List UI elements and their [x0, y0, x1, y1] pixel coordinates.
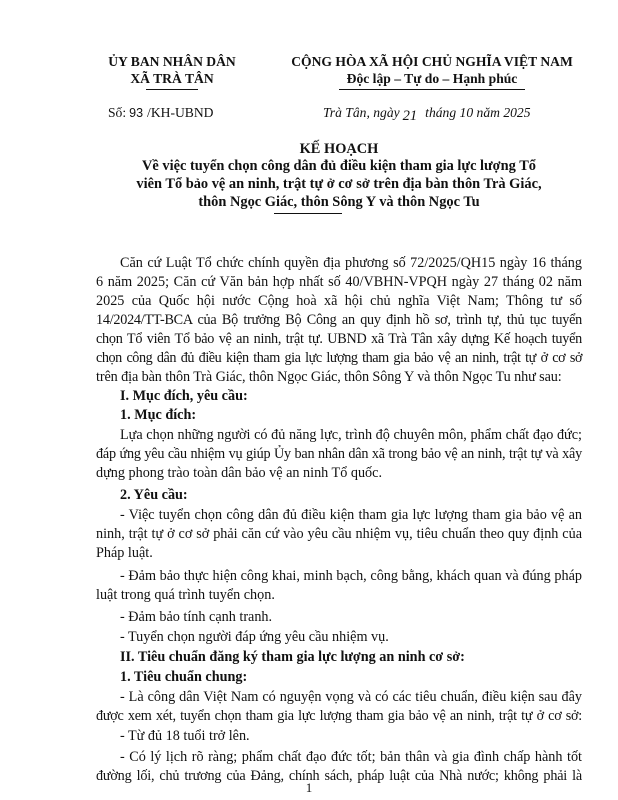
date-day: 21 [402, 108, 418, 124]
subsection-1-heading: 1. Mục đích: [120, 407, 197, 423]
section-1-heading: I. Mục đích, yêu cầu: [120, 388, 248, 404]
subsection-2-heading: 2. Yêu cầu: [120, 487, 188, 503]
intro-line: chọn công dân đủ điều kiện tham gia lực lượng tham gia bảo vệ an ninh, trật tự ở cơ sở [96, 350, 582, 366]
subsection-1-line: dựng phong trào toàn dân bảo vệ an ninh Tổ quốc. [96, 465, 382, 481]
intro-line: 6 năm 2025; Căn cứ Văn bản hợp nhất số 40/VBHN-VPQH ngày 27 tháng 02 năm [96, 274, 582, 290]
intro-line: trên địa bàn thôn Trà Giác, thôn Ngọc Giác, thôn Sông Y và thôn Ngọc Tu như sau: [96, 369, 562, 385]
date-month-year: tháng 10 năm 2025 [425, 105, 531, 120]
document-number [108, 105, 214, 121]
title-line-2: viên Tổ bảo vệ an ninh, trật tự ở cơ sở trên địa bàn thôn Trà Giác, [136, 176, 542, 192]
requirement-line: Pháp luật. [96, 545, 153, 561]
intro-line: Căn cứ Luật Tổ chức chính quyền địa phương số 72/2025/QH15 ngày 16 tháng [120, 255, 582, 271]
national-title: CỘNG HÒA XÃ HỘI CHỦ NGHĨA VIỆT NAM [291, 54, 573, 69]
subsection-1-line: đáp ứng yêu cầu nhiệm vụ giúp Ủy ban nhân dân xã trong bảo vệ an ninh, trật tự và xây [96, 446, 582, 462]
header-left-underline [146, 89, 198, 90]
title-underline [274, 213, 342, 214]
title-line-1: Về việc tuyển chọn công dân đủ điều kiện tham gia lực lượng Tổ [142, 158, 536, 174]
header-right-underline [339, 89, 525, 90]
place-date [323, 105, 531, 122]
requirement-line: ninh, trật tự ở cơ sở phải căn cứ vào yêu cầu nhiệm vụ, tiêu chuẩn theo quy định của [96, 526, 582, 542]
title-line-3: thôn Ngọc Giác, thôn Sông Y và thôn Ngọc Tu [198, 194, 480, 210]
section-2-heading: II. Tiêu chuẩn đăng ký tham gia lực lượng an ninh cơ sở: [120, 649, 465, 665]
document-type: KẾ HOẠCH [299, 141, 379, 157]
page-number: 1 [305, 780, 313, 795]
national-motto: Độc lập – Tự do – Hạnh phúc [346, 71, 518, 86]
requirement-line: - Tuyển chọn người đáp ứng yêu cầu nhiệm vụ. [120, 629, 389, 645]
requirement-line: - Việc tuyển chọn công dân đủ điều kiện tham gia lực lượng tham gia bảo vệ an [120, 507, 582, 523]
number-label: Số: [108, 105, 127, 120]
criteria-line: đường lối, chủ trương của Đảng, chính sách, pháp luật của Nhà nước; không phải là [96, 768, 582, 784]
requirement-line: - Đảm bảo thực hiện công khai, minh bạch, công bằng, khách quan và đúng pháp [120, 568, 582, 584]
requirement-line: - Đảm bảo tính cạnh tranh. [120, 609, 273, 625]
requirement-line: luật trong quá trình tuyển chọn. [96, 587, 275, 603]
place-date-prefix: Trà Tân, ngày [323, 105, 400, 120]
number-value: 93 [129, 106, 144, 120]
subsection-1-line: Lựa chọn những người có đủ năng lực, trình độ chuyên môn, phẩm chất đạo đức; [120, 427, 582, 443]
issuing-authority: ỦY BAN NHÂN DÂN [108, 54, 236, 69]
intro-line: 2025 của Quốc hội nước Cộng hoà xã hội chủ nghĩa Việt Nam; Thông tư số [96, 293, 582, 309]
criteria-line: - Là công dân Việt Nam có nguyện vọng và có các tiêu chuẩn, điều kiện sau đây [120, 689, 582, 705]
criteria-line: - Có lý lịch rõ ràng; phẩm chất đạo đức tốt; bản thân và gia đình chấp hành tốt [120, 749, 582, 765]
intro-line: chọn Tổ viên Tổ bảo vệ an ninh, trật tự. UBND xã Trà Tân xây dựng Kế hoạch tuyển [96, 331, 582, 347]
subsection-3-heading: 1. Tiêu chuẩn chung: [120, 669, 248, 685]
number-suffix: /KH-UBND [147, 105, 214, 120]
criteria-line: được xem xét, tuyển chọn tham gia lực lượng tham gia bảo vệ an ninh, trật tự ở cơ sở: [96, 708, 582, 724]
intro-line: 14/2024/TT-BCA của Bộ trưởng Bộ Công an quy định hồ sơ, trình tự, thủ tục tuyển [96, 312, 582, 328]
criteria-line: - Từ đủ 18 tuổi trở lên. [120, 728, 250, 744]
commune-name: XÃ TRÀ TÂN [130, 71, 214, 86]
